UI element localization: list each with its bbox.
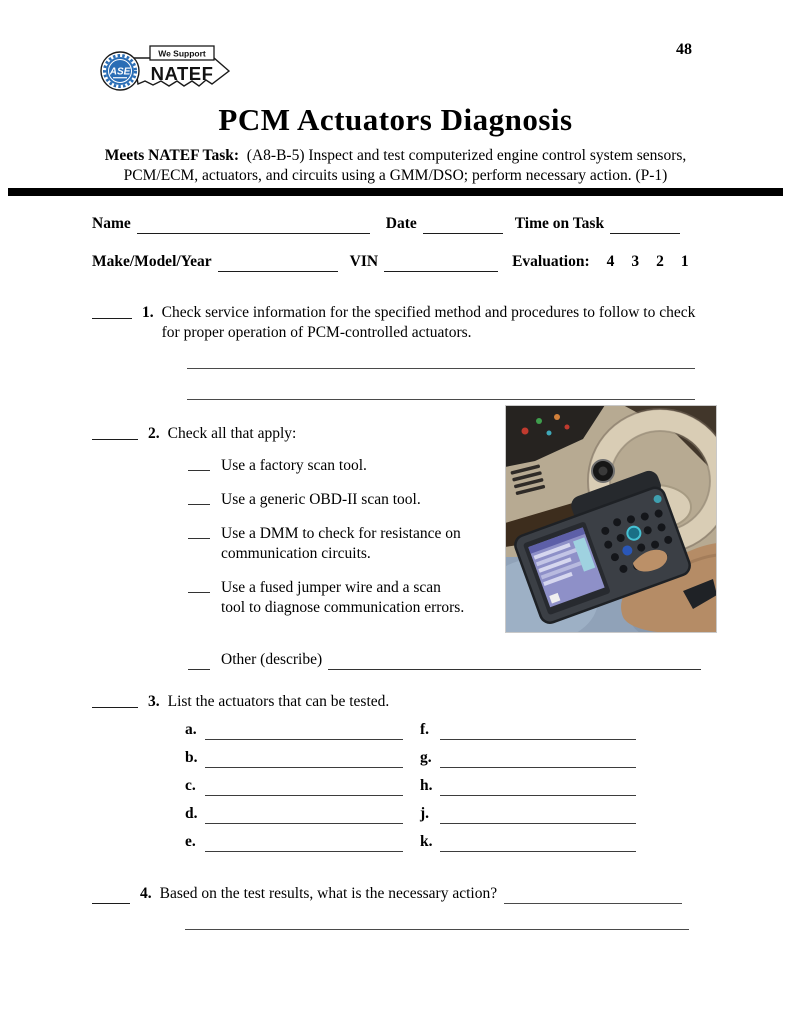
letter-c-label: c. <box>185 777 196 794</box>
actuator-line-f[interactable] <box>440 723 636 740</box>
natef-task-statement <box>85 146 706 186</box>
logo-org-text: NATEF <box>150 63 214 84</box>
question-2-grade-blank[interactable] <box>92 424 138 440</box>
question-1-text: Check service information for the specified method and procedures to follow to check for proper operation of PCM-controlled actuators. <box>161 304 696 342</box>
ase-underline <box>113 77 127 78</box>
scan-tool-photo <box>505 405 717 633</box>
question-2-text: Check all that apply: <box>167 425 297 442</box>
question-3-grade-blank[interactable] <box>92 692 138 708</box>
page-number: 48 <box>676 41 692 58</box>
evaluation-score-4: 4 <box>606 253 615 270</box>
letter-j-label: j. <box>420 805 430 822</box>
evaluation-score-2: 2 <box>656 253 664 270</box>
actuator-row-2 <box>185 748 625 768</box>
question-2-other-row <box>188 650 701 670</box>
actuator-row-5 <box>185 832 625 852</box>
question-1-number: 1. <box>142 304 154 321</box>
actuator-line-e[interactable] <box>205 835 403 852</box>
natef-task-text: (A8-B-5) Inspect and test computerized engine control system sensors, PCM/ECM, actuators, and circuits using a GMM/DSO; perform necessary action. (P-1) <box>123 147 687 184</box>
option-4-check-blank[interactable] <box>188 578 210 593</box>
letter-k-label: k. <box>420 833 433 850</box>
letter-f-label: f. <box>420 721 430 738</box>
date-label: Date <box>385 215 417 232</box>
info-row-1 <box>92 214 702 234</box>
question-3-number: 3. <box>148 693 160 710</box>
name-label: Name <box>92 215 131 232</box>
option-4-label: Use a fused jumper wire and a scan tool to diagnose communication errors. <box>221 579 465 617</box>
question-3 <box>92 692 389 712</box>
evaluation-label: Evaluation: <box>512 253 590 270</box>
time-on-task-field[interactable] <box>610 230 680 234</box>
question-2-option-4 <box>188 578 465 618</box>
actuator-row-4 <box>185 804 625 824</box>
question-3-text: List the actuators that can be tested. <box>167 693 390 710</box>
letter-b-label: b. <box>185 749 198 766</box>
natef-logo <box>98 42 230 98</box>
actuator-line-h[interactable] <box>440 779 636 796</box>
option-2-label: Use a generic OBD-II scan tool. <box>221 491 421 508</box>
date-field[interactable] <box>423 230 503 234</box>
question-4-number: 4. <box>140 885 152 902</box>
ase-badge-text: ASE <box>109 66 131 78</box>
logo-support-text: We Support <box>158 48 206 59</box>
actuator-row-3 <box>185 776 625 796</box>
option-1-check-blank[interactable] <box>188 456 210 471</box>
make-model-year-field[interactable] <box>218 268 338 272</box>
actuator-line-d[interactable] <box>205 807 403 824</box>
question-1-answer-line-1[interactable] <box>187 356 695 369</box>
question-4-grade-blank[interactable] <box>92 889 130 904</box>
question-2-number: 2. <box>148 425 160 442</box>
option-3-check-blank[interactable] <box>188 524 210 539</box>
question-4-answer-line[interactable] <box>185 917 689 930</box>
other-describe-line[interactable] <box>328 655 701 670</box>
evaluation-score-1: 1 <box>680 253 689 270</box>
question-1 <box>92 303 714 343</box>
actuator-line-k[interactable] <box>440 835 636 852</box>
vin-field[interactable] <box>384 268 498 272</box>
letter-g-label: g. <box>420 749 432 766</box>
option-3-label: Use a DMM to check for resistance on communication circuits. <box>221 525 461 563</box>
question-1-grade-blank[interactable] <box>92 303 132 319</box>
actuator-row-1 <box>185 720 625 740</box>
question-4-text: Based on the test results, what is the necessary action? <box>159 885 498 902</box>
vin-label: VIN <box>349 253 379 270</box>
actuator-line-b[interactable] <box>205 751 403 768</box>
actuator-line-c[interactable] <box>205 779 403 796</box>
page-title: PCM Actuators Diagnosis <box>218 102 573 137</box>
info-row-2 <box>92 252 732 272</box>
question-2-option-2 <box>188 490 465 510</box>
option-1-label: Use a factory scan tool. <box>221 457 367 474</box>
other-check-blank[interactable] <box>188 655 210 670</box>
question-1-answer-line-2[interactable] <box>187 387 695 400</box>
actuator-line-g[interactable] <box>440 751 636 768</box>
natef-task-label: Meets NATEF Task: <box>104 147 240 164</box>
actuator-line-j[interactable] <box>440 807 636 824</box>
name-field[interactable] <box>137 230 370 234</box>
divider-rule <box>8 188 783 196</box>
letter-d-label: d. <box>185 805 198 822</box>
question-4 <box>92 884 682 904</box>
question-4-inline-answer-line[interactable] <box>504 889 682 904</box>
option-2-check-blank[interactable] <box>188 490 210 505</box>
evaluation-score-3: 3 <box>631 253 640 270</box>
question-2 <box>92 424 296 444</box>
question-2-option-1 <box>188 456 465 476</box>
other-label: Other (describe) <box>221 651 323 668</box>
question-2-option-3 <box>188 524 465 564</box>
make-model-year-label: Make/Model/Year <box>92 253 212 270</box>
letter-h-label: h. <box>420 777 433 794</box>
letter-e-label: e. <box>185 833 196 850</box>
actuator-line-a[interactable] <box>205 723 403 740</box>
time-on-task-label: Time on Task <box>514 215 605 232</box>
letter-a-label: a. <box>185 721 197 738</box>
